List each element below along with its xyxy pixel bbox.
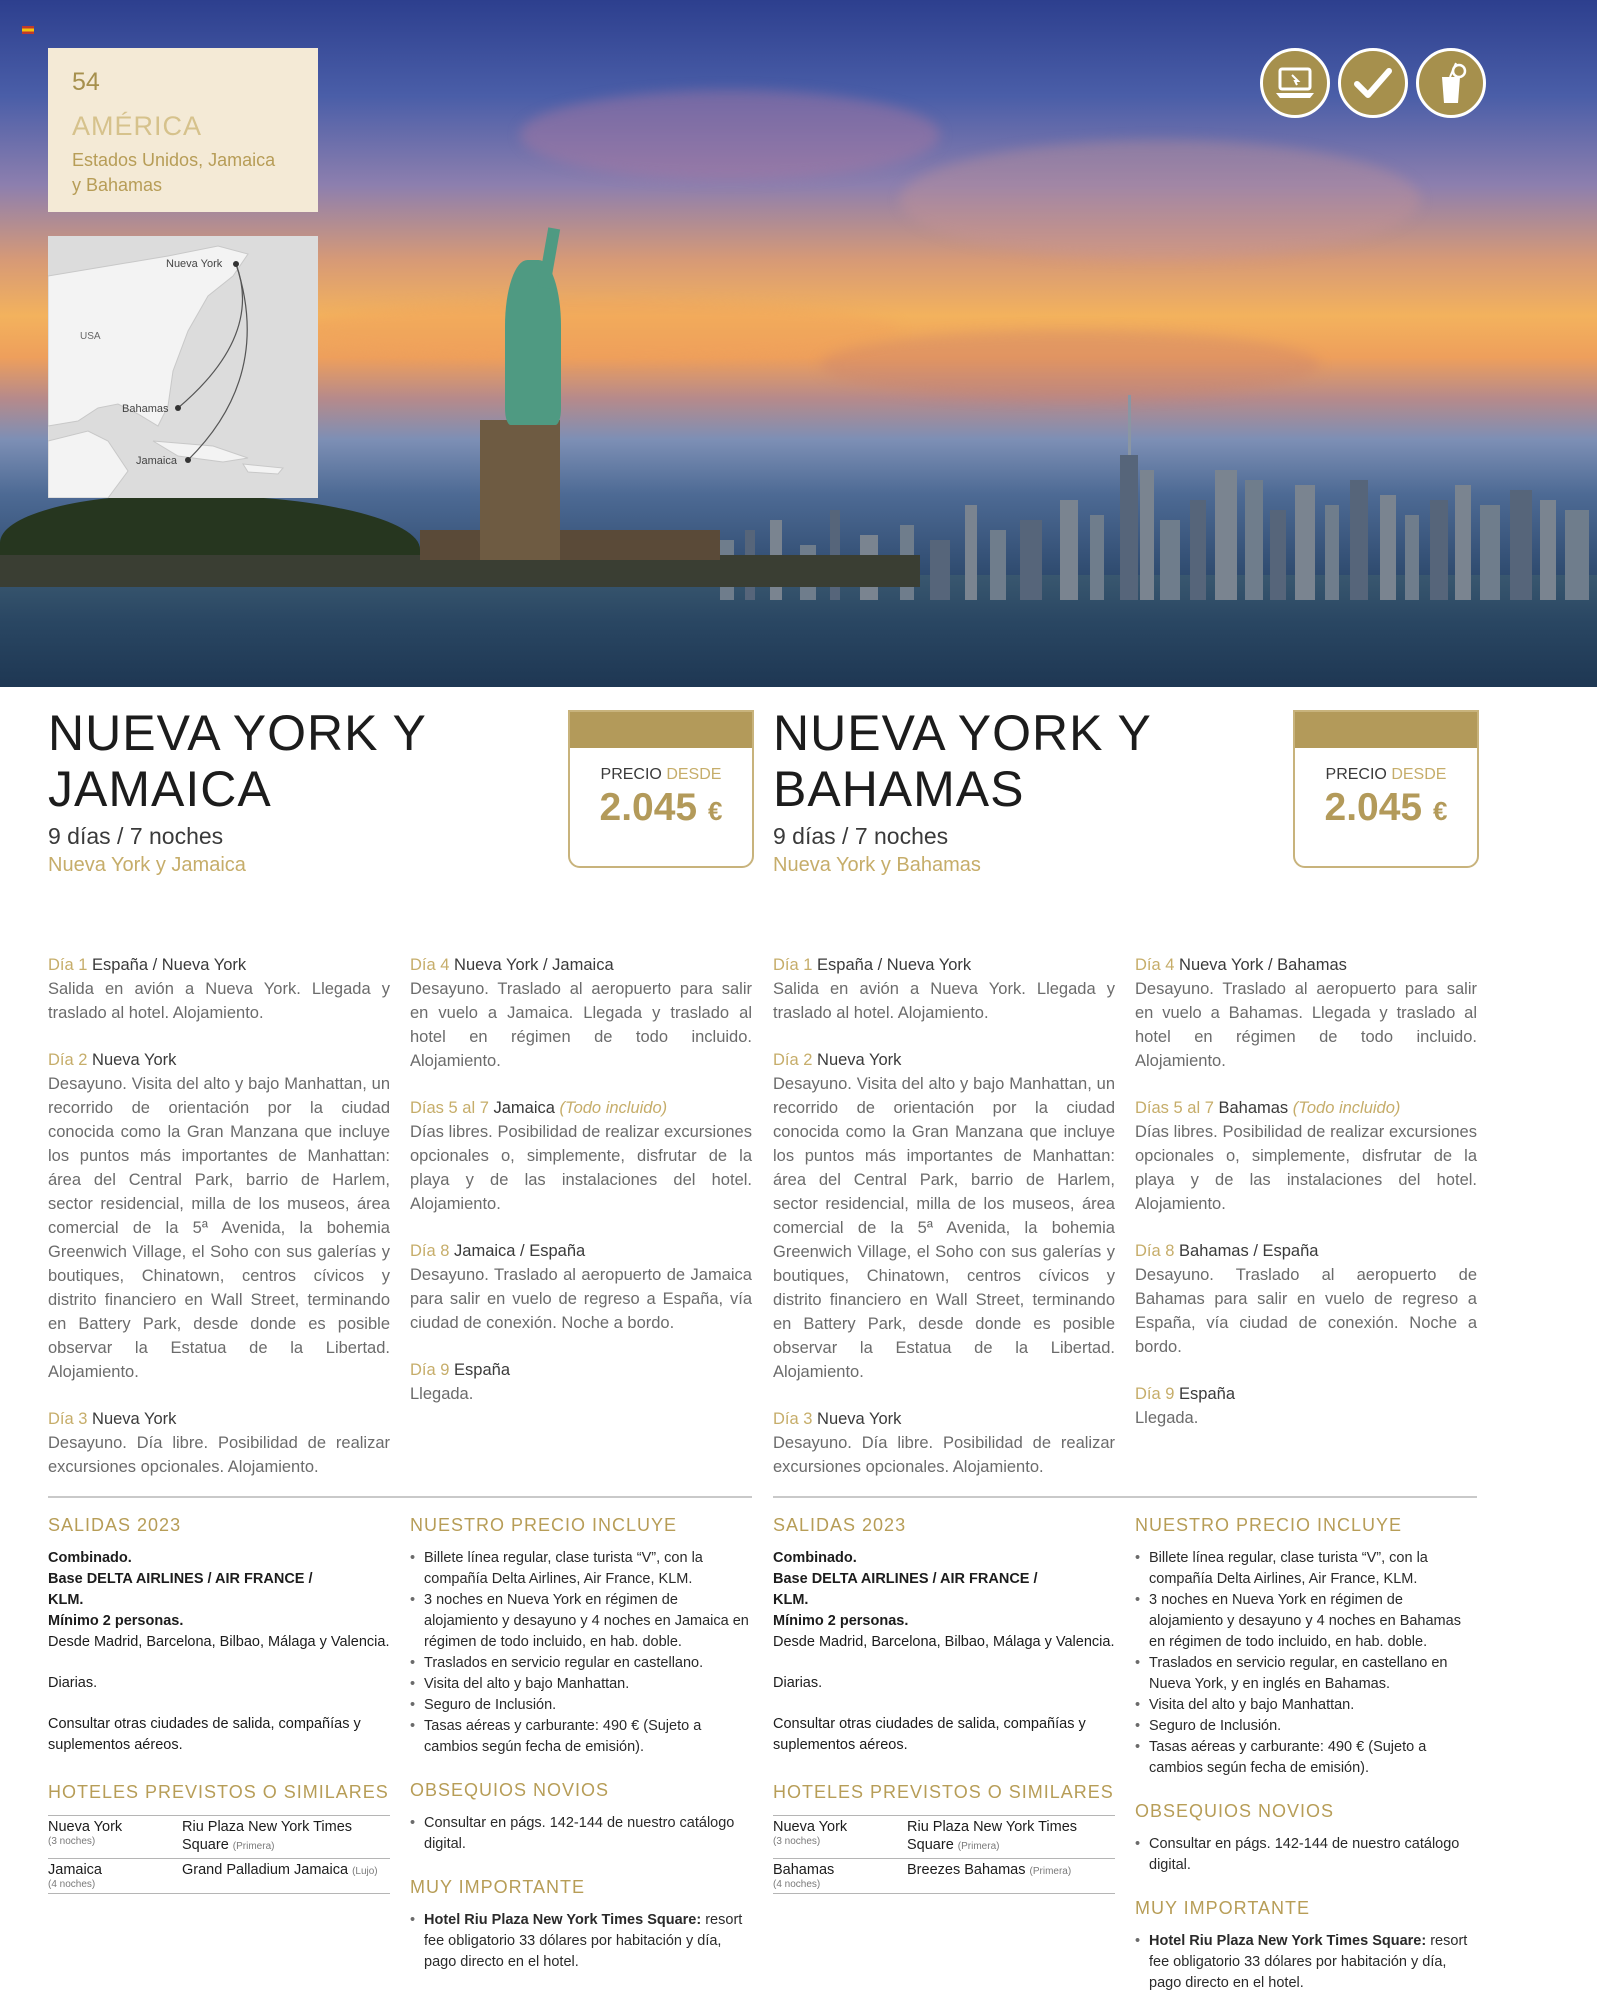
spain-flag-icon	[22, 26, 34, 34]
trip-duration: 9 días / 7 noches	[773, 823, 949, 849]
day-heading	[773, 953, 1115, 977]
day-heading	[1135, 953, 1477, 977]
page-number: 54	[72, 68, 100, 96]
day-number: Días 5 al 7	[1135, 1099, 1214, 1117]
skyline-building	[1430, 500, 1448, 600]
hotel-nights: (3 noches)	[773, 1836, 821, 1847]
price-box	[1293, 710, 1479, 868]
day-number: Día 3	[773, 1410, 813, 1428]
info-col-1	[48, 1515, 390, 1973]
skyline-building	[1325, 505, 1339, 600]
skyline-building	[1020, 520, 1042, 600]
section-divider	[773, 1496, 1477, 1498]
salidas-line: Consultar otras ciudades de salida, compañías y suplementos aéreos.	[48, 1716, 361, 1753]
price-amount: 2.045	[1324, 786, 1423, 829]
incluye-title: NUESTRO PRECIO INCLUYE	[410, 1515, 678, 1535]
hotel-category: (Primera)	[1029, 1866, 1072, 1877]
day-number: Día 3	[48, 1410, 88, 1428]
obsequios-list	[410, 1813, 752, 1855]
statue-of-liberty	[505, 260, 561, 425]
day-heading	[1135, 1096, 1477, 1120]
list-item: • Billete línea regular, clase turista “V”, con la compañía Delta Airlines, Air France, KLM.	[410, 1548, 752, 1590]
importante-title: MUY IMPORTANTE	[410, 1877, 586, 1897]
itinerary-day	[48, 1048, 390, 1384]
skyline-building	[1270, 510, 1286, 600]
hotel-name-text: Riu Plaza New York Times Square	[907, 1819, 1078, 1853]
day-place: España / Nueva York	[817, 956, 972, 974]
skyline-building	[1215, 470, 1237, 600]
feature-icons	[1260, 48, 1486, 118]
day-heading	[410, 1239, 752, 1263]
cocktail-icon	[1416, 48, 1486, 118]
salidas-line: Consultar otras ciudades de salida, compañías y suplementos aéreos.	[773, 1716, 1086, 1753]
map-label-jamaica: Jamaica	[136, 455, 177, 467]
skyline-building	[990, 530, 1006, 600]
hotel-category: (Primera)	[232, 1841, 275, 1852]
day-number: Día 2	[773, 1051, 813, 1069]
day-heading	[1135, 1382, 1477, 1406]
itinerary-col-2	[1135, 953, 1477, 1502]
salidas-airlines: DELTA AIRLINES / AIR FRANCE /	[811, 1571, 1038, 1587]
hero-image	[0, 0, 1597, 687]
hotel-row	[48, 1859, 390, 1894]
day-text: Desayuno. Traslado al aeropuerto de Bahamas para salir en vuelo de regreso a España, vía ciudad de conexión. Noche a bordo.	[1135, 1266, 1477, 1356]
price-currency: €	[707, 796, 723, 826]
trip-jamaica	[48, 705, 773, 1970]
countries-line-2: y Bahamas	[72, 175, 163, 195]
importante-title: MUY IMPORTANTE	[1135, 1898, 1311, 1918]
check-icon	[1338, 48, 1408, 118]
day-number: Día 1	[773, 956, 813, 974]
obsequios-title: OBSEQUIOS NOVIOS	[410, 1780, 610, 1800]
incluye-list	[410, 1548, 752, 1758]
day-place: Nueva York / Bahamas	[1179, 956, 1347, 974]
price-value	[1295, 786, 1477, 830]
day-place: Nueva York	[817, 1051, 902, 1069]
skyline-building	[1565, 510, 1589, 600]
route-map	[48, 236, 318, 498]
itinerary-day	[1135, 953, 1477, 1073]
day-included-note: (Todo incluido)	[1292, 1099, 1401, 1117]
hotel-row	[48, 1816, 390, 1859]
skyline-building	[965, 505, 977, 600]
incluye-title: NUESTRO PRECIO INCLUYE	[1135, 1515, 1403, 1535]
hotel-nights: (4 noches)	[773, 1879, 821, 1890]
statue-pedestal	[480, 420, 560, 560]
trip-title-line-2: BAHAMAS	[773, 761, 1025, 817]
hoteles-title: HOTELES PREVISTOS O SIMILARES	[773, 1782, 1114, 1802]
day-number: Día 8	[1135, 1242, 1175, 1260]
day-number: Día 9	[410, 1361, 450, 1379]
section-divider	[48, 1496, 752, 1498]
hotels-table	[48, 1815, 390, 1894]
hoteles-title: HOTELES PREVISTOS O SIMILARES	[48, 1782, 389, 1802]
day-place: España	[1179, 1385, 1235, 1403]
skyline-building	[1160, 520, 1180, 600]
trip-title-line-1: NUEVA YORK Y	[773, 705, 1152, 761]
day-number: Día 8	[410, 1242, 450, 1260]
list-item: • Consultar en págs. 142-144 de nuestro catálogo digital.	[410, 1813, 752, 1855]
importante-hotel: Hotel Riu Plaza New York Times Square:	[1149, 1933, 1427, 1949]
list-item: • Tasas aéreas y carburante: 490 € (Sujeto a cambios según fecha de emisión).	[410, 1716, 752, 1758]
day-place: Nueva York	[92, 1410, 177, 1428]
skyline-building	[1480, 505, 1500, 600]
skyline-building	[1455, 485, 1471, 600]
itinerary-col-1	[773, 953, 1115, 1502]
hotel-name	[907, 1861, 1115, 1891]
salidas-title: SALIDAS 2023	[48, 1515, 182, 1535]
trip-bahamas	[773, 705, 1498, 1991]
day-place: Jamaica	[493, 1099, 555, 1117]
trip-route: Nueva York y Bahamas	[773, 854, 981, 876]
info-col-2	[410, 1515, 752, 1973]
day-heading	[48, 1048, 390, 1072]
list-item: • Traslados en servicio regular en castellano.	[410, 1653, 752, 1674]
statue-torch	[538, 227, 560, 288]
list-item: • Seguro de Inclusión.	[1135, 1716, 1477, 1737]
trip-info	[773, 1515, 1498, 1994]
salidas-line: Desde Madrid, Barcelona, Bilbao, Málaga y Valencia.	[773, 1634, 1115, 1650]
salidas-line: Base	[48, 1571, 87, 1587]
day-heading	[773, 1048, 1115, 1072]
itinerary-day	[1135, 1239, 1477, 1359]
day-heading	[410, 953, 752, 977]
list-item: • Consultar en págs. 142-144 de nuestro catálogo digital.	[1135, 1834, 1477, 1876]
day-text: Desayuno. Día libre. Posibilidad de realizar excursiones opcionales. Alojamiento.	[48, 1434, 390, 1476]
day-number: Día 4	[1135, 956, 1175, 974]
hotel-row	[773, 1859, 1115, 1894]
hotel-category: (Lujo)	[352, 1866, 378, 1877]
day-text: Llegada.	[1135, 1409, 1199, 1427]
trip-title-line-2: JAMAICA	[48, 761, 272, 817]
salidas-line: KLM.	[48, 1592, 84, 1608]
day-number: Día 1	[48, 956, 88, 974]
hotel-row	[773, 1816, 1115, 1859]
day-text: Desayuno. Traslado al aeropuerto para salir en vuelo a Jamaica. Llegada y traslado al hotel en régimen de todo incluido. Alojamiento.	[410, 980, 752, 1070]
salidas-line: Combinado.	[48, 1550, 132, 1566]
price-bar	[1295, 712, 1477, 748]
skyline-building	[1380, 495, 1396, 600]
trip-duration: 9 días / 7 noches	[48, 823, 224, 849]
trip-info	[48, 1515, 773, 1973]
salidas-line: KLM.	[773, 1592, 809, 1608]
list-item: • Seguro de Inclusión.	[410, 1695, 752, 1716]
itinerary-day	[48, 1407, 390, 1479]
importante-text: resort fee obligatorio 33 dólares por habitación y día, pago directo en el hotel.	[424, 1912, 743, 1970]
hotel-name-text: Riu Plaza New York Times Square	[182, 1819, 353, 1853]
hotel-name	[907, 1818, 1115, 1856]
skyline-building	[1120, 455, 1138, 600]
day-text: Desayuno. Visita del alto y bajo Manhattan, un recorrido de orientación por la ciudad conocida como la Gran Manzana que incluye los puntos más importantes de Manhattan: área del Central Park, barrio de Harlem, sector residencial, milla de los museos, área comercial de la 5ª Avenida, la bohemia Greenwich Village, el Soho con sus galerías y boutiques, Chinatown, centros cívicos y distrito financiero en Wall Street, terminando en Battery Park, desde donde es posible observar la Estatua de la Libertad. Alojamiento.	[773, 1075, 1115, 1381]
day-text: Salida en avión a Nueva York. Llegada y traslado al hotel. Alojamiento.	[773, 980, 1115, 1022]
day-place: Bahamas	[1218, 1099, 1289, 1117]
day-heading	[773, 1407, 1115, 1431]
map-label-nueva-york: Nueva York	[166, 258, 223, 270]
itinerary-day	[1135, 1382, 1477, 1430]
skyline-building	[1060, 500, 1078, 600]
skyline-building	[1510, 490, 1532, 600]
salidas-block	[773, 1548, 1115, 1756]
day-number: Día 4	[410, 956, 450, 974]
itinerary-day	[1135, 1096, 1477, 1216]
itinerary-day	[773, 1048, 1115, 1384]
page-badge	[48, 48, 318, 212]
day-text: Desayuno. Día libre. Posibilidad de realizar excursiones opcionales. Alojamiento.	[773, 1434, 1115, 1476]
price-value	[570, 786, 752, 830]
importante-list	[410, 1910, 752, 1973]
map-label-bahamas: Bahamas	[122, 403, 169, 415]
salidas-line: Base	[773, 1571, 812, 1587]
price-currency: €	[1432, 796, 1448, 826]
salidas-line: Mínimo 2 personas.	[48, 1613, 184, 1629]
price-desde: DESDE	[666, 766, 722, 783]
hotel-city	[773, 1861, 907, 1891]
itinerary-col-2	[410, 953, 752, 1502]
skyline-building	[1140, 470, 1154, 600]
day-place: Nueva York	[817, 1410, 902, 1428]
salidas-line: Mínimo 2 personas.	[773, 1613, 909, 1629]
price-amount: 2.045	[599, 786, 698, 829]
list-item: • Billete línea regular, clase turista “V”, con la compañía Delta Airlines, Air France, KLM.	[1135, 1548, 1477, 1590]
itinerary-day	[48, 953, 390, 1025]
list-item: • 3 noches en Nueva York en régimen de alojamiento y desayuno y 4 noches en Bahamas en régimen de todo incluido, en hab. doble.	[1135, 1590, 1477, 1653]
skyline-building	[1405, 515, 1419, 600]
list-item: • Visita del alto y bajo Manhattan.	[1135, 1695, 1477, 1716]
day-place: Jamaica / España	[454, 1242, 586, 1260]
skyline-building	[1190, 500, 1206, 600]
day-text: Salida en avión a Nueva York. Llegada y traslado al hotel. Alojamiento.	[48, 980, 390, 1022]
hotel-category: (Primera)	[957, 1841, 1000, 1852]
hotel-city	[48, 1861, 182, 1891]
day-place: Nueva York / Jamaica	[454, 956, 614, 974]
list-item: • Visita del alto y bajo Manhattan.	[410, 1674, 752, 1695]
skyline-building	[930, 540, 950, 600]
hotel-name-text: Breezes Bahamas	[907, 1862, 1026, 1878]
map-label-usa: USA	[80, 331, 101, 342]
itinerary-day	[773, 1407, 1115, 1479]
obsequios-title: OBSEQUIOS NOVIOS	[1135, 1801, 1335, 1821]
laptop-icon	[1260, 48, 1330, 118]
day-heading	[48, 1407, 390, 1431]
day-place: Bahamas / España	[1179, 1242, 1319, 1260]
price-bar	[570, 712, 752, 748]
hotel-nights: (4 noches)	[48, 1879, 96, 1890]
salidas-airlines: DELTA AIRLINES / AIR FRANCE /	[86, 1571, 313, 1587]
day-heading	[410, 1358, 752, 1382]
skyline-building	[1245, 480, 1263, 600]
obsequios-list	[1135, 1834, 1477, 1876]
day-number: Día 9	[1135, 1385, 1175, 1403]
trip-route: Nueva York y Jamaica	[48, 854, 246, 876]
hotel-name-text: Grand Palladium Jamaica	[182, 1862, 349, 1878]
day-heading	[410, 1096, 752, 1120]
itinerary-day	[410, 1358, 752, 1406]
hotel-city-name: Bahamas	[773, 1862, 835, 1878]
list-item	[1135, 1931, 1477, 1994]
price-label	[570, 766, 752, 784]
price-label-text: PRECIO	[600, 766, 662, 783]
itinerary	[48, 953, 773, 1502]
salidas-block	[48, 1548, 390, 1756]
trees	[0, 495, 420, 563]
skyline-building	[1350, 480, 1368, 600]
day-text: Desayuno. Visita del alto y bajo Manhattan, un recorrido de orientación por la ciudad conocida como la Gran Manzana que incluye los puntos más importantes de Manhattan: área del Central Park, barrio de Harlem, sector residencial, milla de los museos, área comercial de la 5ª Avenida, la bohemia Greenwich Village, el Soho con sus galerías y boutiques, Chinatown, centros cívicos y distrito financiero en Wall Street, terminando en Battery Park, desde donde es posible observar la Estatua de la Libertad. Alojamiento.	[48, 1075, 390, 1381]
day-included-note: (Todo incluido)	[559, 1099, 668, 1117]
itinerary-day	[773, 953, 1115, 1025]
importante-list	[1135, 1931, 1477, 1994]
itinerary-day	[410, 1096, 752, 1216]
hotel-name	[182, 1818, 390, 1856]
hotel-nights: (3 noches)	[48, 1836, 96, 1847]
skyline-building	[1540, 500, 1556, 600]
importante-hotel: Hotel Riu Plaza New York Times Square:	[424, 1912, 702, 1928]
price-label	[1295, 766, 1477, 784]
skyline-building	[1295, 485, 1315, 600]
trip-title-line-1: NUEVA YORK Y	[48, 705, 427, 761]
salidas-line: Diarias.	[48, 1675, 98, 1691]
day-place: Nueva York	[92, 1051, 177, 1069]
salidas-title: SALIDAS 2023	[773, 1515, 907, 1535]
day-text: Días libres. Posibilidad de realizar excursiones opcionales o, simplemente, disfrutar de la playa y de las instalaciones del hotel. Alojamiento.	[410, 1123, 752, 1213]
hotel-city-name: Nueva York	[773, 1819, 848, 1835]
hotels-table	[773, 1815, 1115, 1894]
day-place: España	[454, 1361, 510, 1379]
day-text: Llegada.	[410, 1385, 474, 1403]
day-text: Desayuno. Traslado al aeropuerto para salir en vuelo a Bahamas. Llegada y traslado al hotel en régimen de todo incluido. Alojamiento.	[1135, 980, 1477, 1070]
hotel-city-name: Jamaica	[48, 1862, 102, 1878]
hotel-city-name: Nueva York	[48, 1819, 123, 1835]
day-heading	[1135, 1239, 1477, 1263]
itinerary-day	[410, 1239, 752, 1335]
salidas-line: Combinado.	[773, 1550, 857, 1566]
day-number: Días 5 al 7	[410, 1099, 489, 1117]
day-heading	[48, 953, 390, 977]
skyline-building	[1090, 515, 1104, 600]
itinerary	[773, 953, 1498, 1502]
info-col-2	[1135, 1515, 1477, 1994]
price-box	[568, 710, 754, 868]
hotel-city	[773, 1818, 907, 1856]
importante-text: resort fee obligatorio 33 dólares por habitación y día, pago directo en el hotel.	[1149, 1933, 1468, 1991]
salidas-line: Desde Madrid, Barcelona, Bilbao, Málaga y Valencia.	[48, 1634, 390, 1650]
countries-line-1: Estados Unidos, Jamaica	[72, 150, 276, 170]
day-number: Día 2	[48, 1051, 88, 1069]
itinerary-col-1	[48, 953, 390, 1502]
salidas-line: Diarias.	[773, 1675, 823, 1691]
incluye-list	[1135, 1548, 1477, 1779]
list-item: • 3 noches en Nueva York en régimen de alojamiento y desayuno y 4 noches en Jamaica en régimen de todo incluido, en hab. doble.	[410, 1590, 752, 1653]
skyline-spire	[1128, 395, 1131, 455]
price-desde: DESDE	[1391, 766, 1447, 783]
day-text: Días libres. Posibilidad de realizar excursiones opcionales o, simplemente, disfrutar de la playa y de las instalaciones del hotel. Alojamiento.	[1135, 1123, 1477, 1213]
region-title: AMÉRICA	[72, 111, 203, 141]
list-item: • Tasas aéreas y carburante: 490 € (Sujeto a cambios según fecha de emisión).	[1135, 1737, 1477, 1779]
fort-base	[420, 530, 720, 560]
hotel-city	[48, 1818, 182, 1856]
list-item	[410, 1910, 752, 1973]
price-label-text: PRECIO	[1325, 766, 1387, 783]
day-text: Desayuno. Traslado al aeropuerto de Jamaica para salir en vuelo de regreso a España, vía ciudad de conexión. Noche a bordo.	[410, 1266, 752, 1332]
list-item: • Traslados en servicio regular, en castellano en Nueva York, y en inglés en Bahamas.	[1135, 1653, 1477, 1695]
hotel-name	[182, 1861, 390, 1891]
info-col-1	[773, 1515, 1115, 1994]
day-place: España / Nueva York	[92, 956, 247, 974]
itinerary-day	[410, 953, 752, 1073]
